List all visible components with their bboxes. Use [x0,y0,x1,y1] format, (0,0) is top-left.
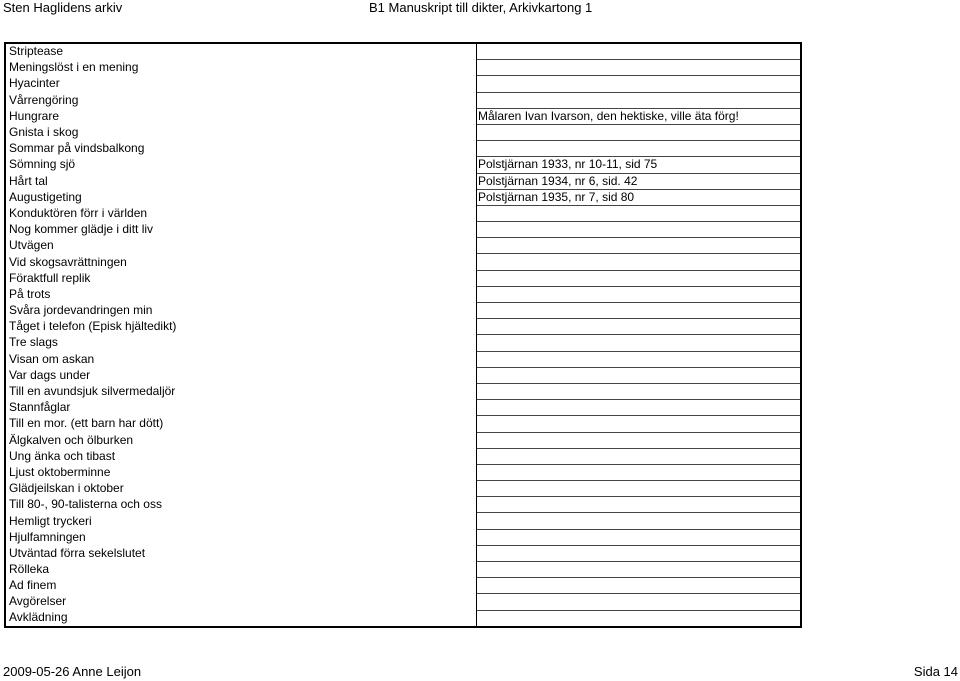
poem-title-cell: Rölleka [5,562,477,578]
publication-note-cell [477,383,802,399]
publication-note-cell [477,238,802,254]
publication-note-cell [477,416,802,432]
table-row [5,222,801,238]
poem-title-cell: Konduktören förr i världen [5,205,477,221]
publication-note-cell [477,513,802,529]
table-row [5,270,801,286]
publication-note-cell [477,367,802,383]
publication-note-cell [477,578,802,594]
publication-note-cell [477,319,802,335]
footer-date-author: 2009-05-26 Anne Leijon [3,664,142,679]
table-row [5,205,801,221]
poem-title-cell: Glädjeilskan i oktober [5,481,477,497]
table-row [5,254,801,270]
poem-title-cell: Till en avundsjuk silvermedaljör [5,383,477,399]
poem-list-table [4,42,802,628]
publication-note-cell [477,141,802,157]
table-row [5,173,801,189]
publication-note-cell [477,222,802,238]
publication-note-cell: Polstjärnan 1934, nr 6, sid. 42 [477,173,802,189]
table-row [5,416,801,432]
table-row [5,545,801,561]
poem-title-cell: Sommar på vindsbalkong [5,141,477,157]
poem-title-cell: Nog kommer glädje i ditt liv [5,222,477,238]
poem-title-cell: Till 80-, 90-talisterna och oss [5,497,477,513]
table-row [5,319,801,335]
table-row [5,76,801,92]
poem-title-cell: Gnista i skog [5,124,477,140]
table-row [5,335,801,351]
publication-note-cell [477,610,802,627]
publication-note-cell [477,529,802,545]
poem-title-cell: Vårrengöring [5,92,477,108]
table-row [5,562,801,578]
poem-title-cell: Hemligt tryckeri [5,513,477,529]
header-section-title: B1 Manuskript till dikter, Arkivkartong 1 [369,0,593,15]
table-row [5,43,801,60]
poem-title-cell: Visan om askan [5,351,477,367]
poem-title-cell: Vid skogsavrättningen [5,254,477,270]
table-row [5,448,801,464]
poem-title-cell: Avklädning [5,610,477,627]
publication-note-cell [477,303,802,319]
publication-note-cell [477,335,802,351]
table-row [5,351,801,367]
poem-title-cell: På trots [5,286,477,302]
table-row [5,367,801,383]
publication-note-cell [477,286,802,302]
table-row [5,594,801,610]
publication-note-cell [477,562,802,578]
table-row [5,529,801,545]
publication-note-cell: Målaren Ivan Ivarson, den hektiske, ville äta förg! [477,108,802,124]
table-row [5,60,801,76]
poem-title-cell: Svåra jordevandringen min [5,303,477,319]
table-row [5,92,801,108]
poem-title-cell: Ad finem [5,578,477,594]
poem-title-cell: Älgkalven och ölburken [5,432,477,448]
table-row [5,238,801,254]
publication-note-cell [477,400,802,416]
poem-title-cell: Stannfåglar [5,400,477,416]
table-row [5,578,801,594]
publication-note-cell [477,124,802,140]
table-row [5,464,801,480]
publication-note-cell: Polstjärnan 1933, nr 10-11, sid 75 [477,157,802,173]
table-row [5,303,801,319]
poem-list-body [5,43,801,627]
publication-note-cell [477,254,802,270]
poem-title-cell: Sömning sjö [5,157,477,173]
table-row [5,610,801,627]
publication-note-cell: Polstjärnan 1935, nr 7, sid 80 [477,189,802,205]
publication-note-cell [477,594,802,610]
table-row [5,141,801,157]
table-row [5,189,801,205]
poem-title-cell: Var dags under [5,367,477,383]
publication-note-cell [477,92,802,108]
publication-note-cell [477,76,802,92]
publication-note-cell [477,270,802,286]
table-row [5,513,801,529]
poem-title-cell: Till en mor. (ett barn har dött) [5,416,477,432]
table-row [5,383,801,399]
table-row [5,108,801,124]
poem-title-cell: Avgörelser [5,594,477,610]
poem-title-cell: Föraktfull replik [5,270,477,286]
publication-note-cell [477,351,802,367]
poem-title-cell: Augustigeting [5,189,477,205]
publication-note-cell [477,60,802,76]
publication-note-cell [477,545,802,561]
poem-title-cell: Tåget i telefon (Episk hjältedikt) [5,319,477,335]
publication-note-cell [477,432,802,448]
publication-note-cell [477,205,802,221]
table-row [5,481,801,497]
table-row [5,432,801,448]
publication-note-cell [477,448,802,464]
table-row [5,400,801,416]
poem-title-cell: Utvägen [5,238,477,254]
publication-note-cell [477,464,802,480]
footer-page-number: Sida 14 [913,664,958,679]
table-row [5,497,801,513]
poem-title-cell: Hyacinter [5,76,477,92]
poem-title-cell: Hårt tal [5,173,477,189]
header-archive-name: Sten Haglidens arkiv [3,0,123,15]
table-row [5,124,801,140]
table-row [5,157,801,173]
poem-title-cell: Ung änka och tibast [5,448,477,464]
poem-title-cell: Ljust oktoberminne [5,464,477,480]
poem-title-cell: Hjulfamningen [5,529,477,545]
table-row [5,286,801,302]
publication-note-cell [477,497,802,513]
publication-note-cell [477,43,802,60]
poem-title-cell: Meningslöst i en mening [5,60,477,76]
poem-title-cell: Striptease [5,43,477,60]
poem-title-cell: Tre slags [5,335,477,351]
publication-note-cell [477,481,802,497]
poem-title-cell: Hungrare [5,108,477,124]
poem-title-cell: Utväntad förra sekelslutet [5,545,477,561]
